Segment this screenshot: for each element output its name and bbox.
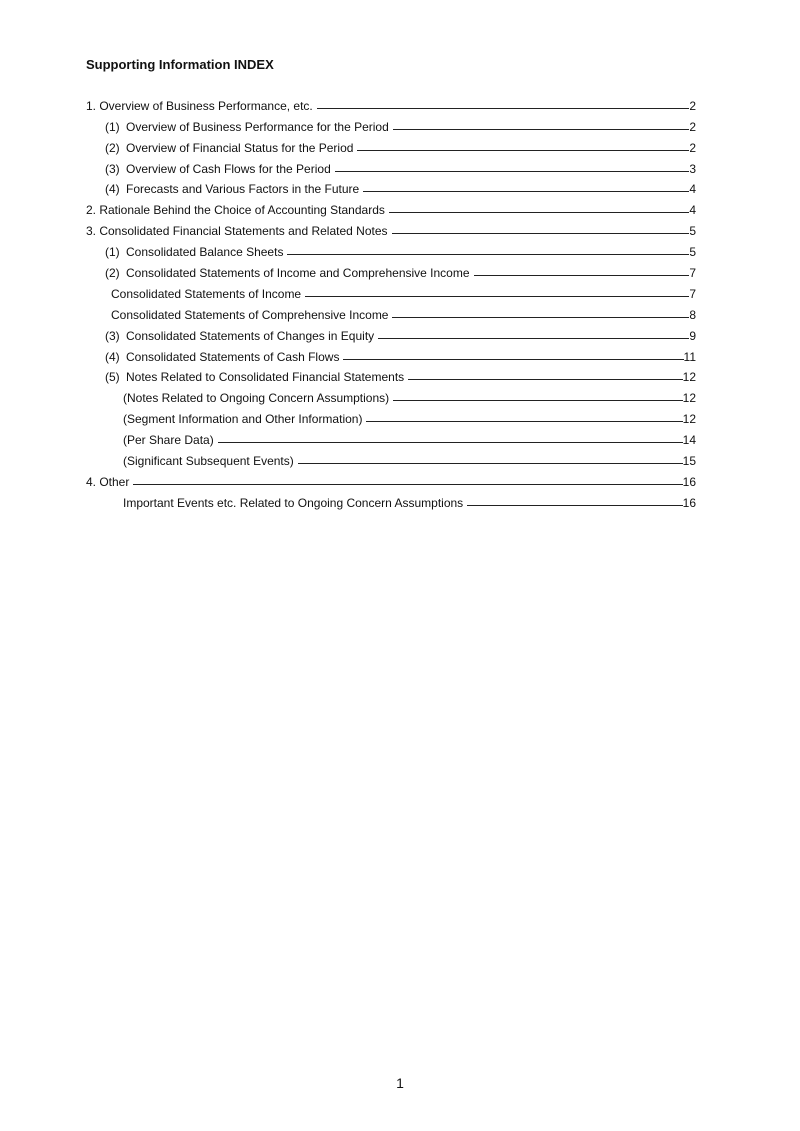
leader-line — [467, 505, 682, 506]
toc-entry-number: (4) — [105, 349, 120, 364]
toc-entry-number: (3) — [105, 161, 120, 176]
toc-entry-number: (2) — [105, 266, 120, 281]
leader-line — [218, 442, 683, 443]
toc-entry-label — [105, 162, 335, 176]
toc-entry[interactable] — [86, 134, 696, 155]
toc-entry-text: 1. Overview of Business Performance, etc. — [86, 98, 313, 113]
toc-entry-label — [123, 391, 393, 405]
toc-entry-label — [86, 99, 317, 113]
toc-entry-page: 16 — [682, 495, 696, 510]
toc-entry-text: Consolidated Balance Sheets — [126, 245, 284, 260]
toc-entry-text: Consolidated Statements of Income and Comprehensive Income — [126, 266, 470, 281]
toc-entry-text: (Per Share Data) — [123, 433, 214, 448]
index-title: Supporting Information INDEX — [86, 57, 274, 72]
toc-entry-number: (1) — [105, 245, 120, 260]
toc-entry-page: 12 — [682, 412, 696, 427]
toc-entry[interactable] — [86, 489, 696, 510]
toc-entry-text: Consolidated Statements of Comprehensive Income — [111, 307, 389, 322]
toc-entry[interactable] — [86, 384, 696, 405]
toc-entry-page: 2 — [689, 140, 696, 155]
leader-line — [389, 212, 689, 213]
leader-line — [287, 254, 689, 255]
toc-entry-text: 4. Other — [86, 474, 130, 489]
toc-entry-text: Consolidated Statements of Cash Flows — [126, 349, 340, 364]
leader-line — [393, 400, 683, 401]
toc-entry-label — [105, 370, 408, 384]
toc-entry[interactable] — [86, 113, 696, 134]
toc-entry-text: Overview of Cash Flows for the Period — [126, 161, 331, 176]
toc-entry[interactable] — [86, 217, 696, 238]
toc-entry-text: (Significant Subsequent Events) — [123, 454, 294, 469]
toc-entry-label — [123, 412, 366, 426]
leader-line — [378, 338, 689, 339]
toc-entry-label — [111, 287, 305, 301]
toc-entry-text: Consolidated Statements of Changes in Equity — [126, 328, 375, 343]
toc-entry-number: (3) — [105, 328, 120, 343]
toc-entry-label — [111, 308, 392, 322]
toc-entry-page: 9 — [689, 328, 696, 343]
table-of-contents — [86, 92, 696, 510]
toc-entry-text: Consolidated Statements of Income — [111, 286, 302, 301]
leader-line — [343, 359, 683, 360]
leader-line — [393, 129, 689, 130]
toc-entry[interactable] — [86, 405, 696, 426]
toc-entry[interactable] — [86, 301, 696, 322]
toc-entry-page: 11 — [683, 349, 696, 364]
toc-entry-number: (5) — [105, 370, 120, 385]
toc-entry-text: 3. Consolidated Financial Statements and Related Notes — [86, 224, 388, 239]
leader-line — [474, 275, 689, 276]
toc-entry-number: (2) — [105, 140, 120, 155]
leader-line — [298, 463, 683, 464]
leader-line — [357, 150, 689, 151]
toc-entry-text: Important Events etc. Related to Ongoing Concern Assumptions — [123, 495, 464, 510]
toc-entry-label — [105, 329, 378, 343]
toc-entry-text: Overview of Financial Status for the Period — [126, 140, 354, 155]
toc-entry[interactable] — [86, 92, 696, 113]
toc-entry[interactable] — [86, 343, 696, 364]
toc-entry-label — [105, 350, 343, 364]
leader-line — [392, 317, 689, 318]
toc-entry-page: 12 — [682, 391, 696, 406]
toc-entry-page: 3 — [689, 161, 696, 176]
toc-entry-label — [123, 433, 218, 447]
toc-entry[interactable] — [86, 426, 696, 447]
toc-entry-page: 4 — [689, 203, 696, 218]
toc-entry-page: 7 — [689, 286, 696, 301]
toc-entry-page: 5 — [689, 224, 696, 239]
toc-entry[interactable] — [86, 322, 696, 343]
toc-entry[interactable] — [86, 238, 696, 259]
leader-line — [335, 171, 689, 172]
toc-entry-page: 2 — [689, 119, 696, 134]
toc-entry[interactable] — [86, 468, 696, 489]
toc-entry-page: 14 — [682, 433, 696, 448]
toc-entry-label — [86, 475, 133, 489]
toc-entry-text: Overview of Business Performance for the Period — [126, 119, 389, 134]
toc-entry-text: (Segment Information and Other Information) — [123, 412, 363, 427]
toc-entry-number: (1) — [105, 119, 120, 134]
toc-entry-page: 2 — [689, 98, 696, 113]
toc-entry-number: (4) — [105, 182, 120, 197]
toc-entry-page: 4 — [689, 182, 696, 197]
toc-entry-page: 7 — [689, 266, 696, 281]
toc-entry[interactable] — [86, 259, 696, 280]
toc-entry-label — [105, 245, 287, 259]
toc-entry-text: (Notes Related to Ongoing Concern Assumptions) — [123, 391, 390, 406]
leader-line — [392, 233, 689, 234]
leader-line — [408, 379, 682, 380]
toc-entry[interactable] — [86, 196, 696, 217]
toc-entry-label — [105, 182, 363, 196]
leader-line — [133, 484, 682, 485]
leader-line — [363, 191, 689, 192]
toc-entry-label — [123, 496, 467, 510]
toc-entry-text: Notes Related to Consolidated Financial Statements — [126, 370, 405, 385]
toc-entry-label — [105, 141, 357, 155]
toc-entry[interactable] — [86, 155, 696, 176]
toc-entry-text: Forecasts and Various Factors in the Future — [126, 182, 360, 197]
toc-entry-label — [123, 454, 298, 468]
page-number: 1 — [396, 1075, 404, 1091]
toc-entry-label — [86, 224, 392, 238]
toc-entry[interactable] — [86, 364, 696, 385]
toc-entry-page: 12 — [682, 370, 696, 385]
leader-line — [317, 108, 689, 109]
toc-entry-label — [86, 203, 389, 217]
toc-entry-page: 8 — [689, 307, 696, 322]
toc-entry-text: 2. Rationale Behind the Choice of Accounting Standards — [86, 203, 385, 218]
toc-entry[interactable] — [86, 447, 696, 468]
toc-entry-label — [105, 266, 474, 280]
toc-entry-page: 15 — [682, 454, 696, 469]
toc-entry-page: 5 — [689, 245, 696, 260]
leader-line — [366, 421, 682, 422]
toc-entry-label — [105, 120, 393, 134]
toc-entry[interactable] — [86, 280, 696, 301]
toc-entry[interactable] — [86, 176, 696, 197]
toc-entry-page: 16 — [682, 474, 696, 489]
leader-line — [305, 296, 689, 297]
